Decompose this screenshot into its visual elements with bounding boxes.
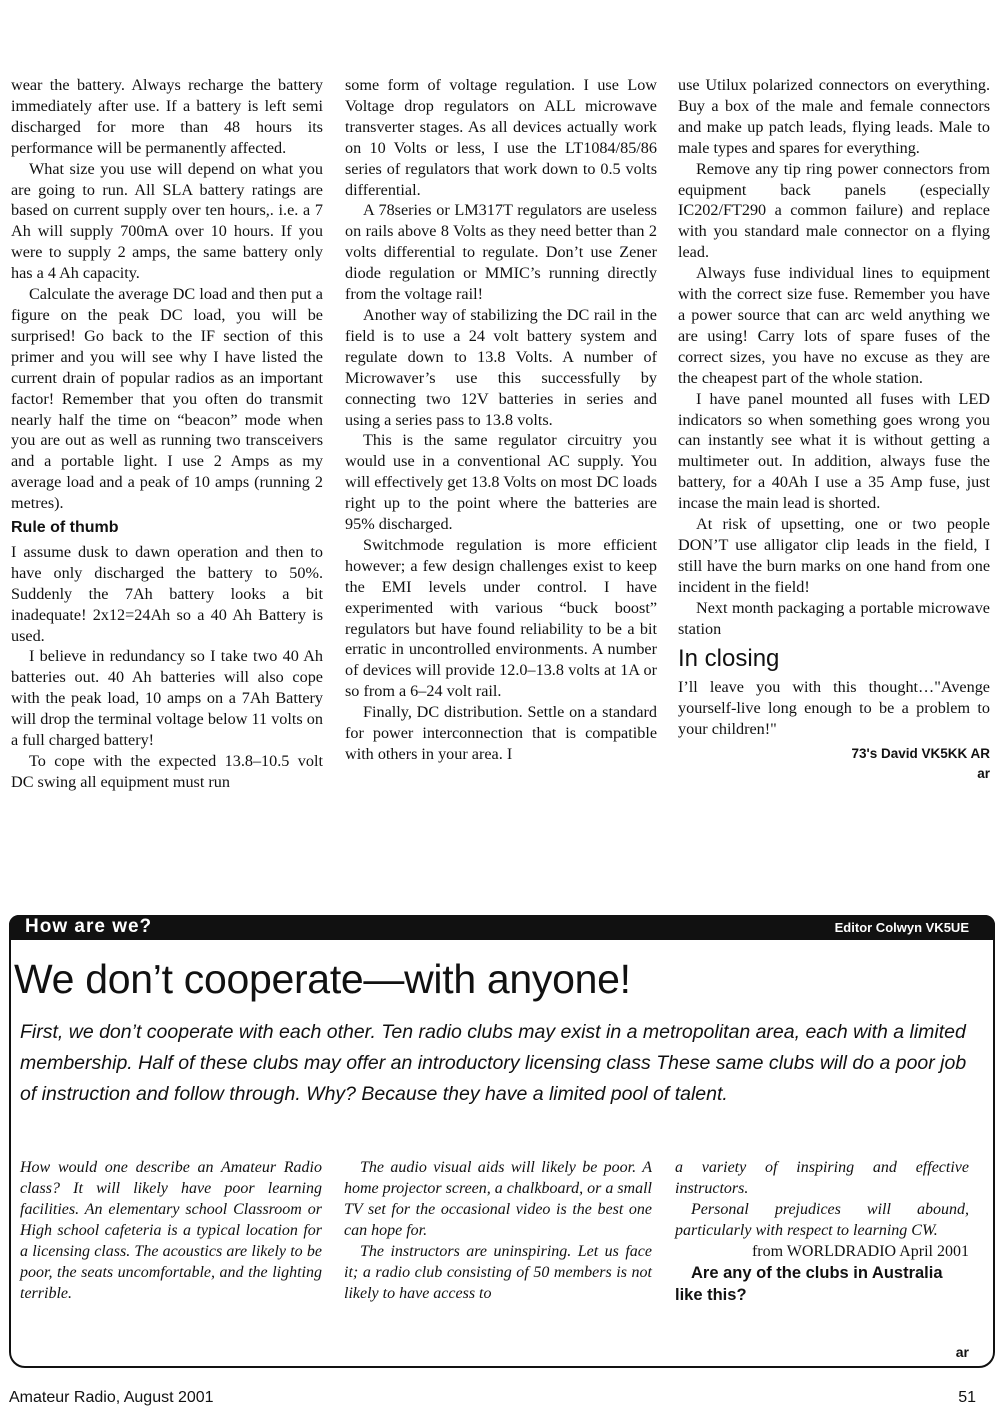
- paragraph: How would one describe an Amateur Radio class? It will likely have poor learning facilities. An elementary school Classroom or High school cafeteria is a typical location for a licensing class. The acoustics are likely to be poor, the seats uncomfortable, and the lighting terrible.: [20, 1159, 322, 1302]
- author-signature: 73's David VK5KK AR: [851, 746, 990, 762]
- paragraph: To cope with the expected 13.8–10.5 volt DC swing all equipment must run: [11, 752, 323, 791]
- page-number: 51: [958, 1389, 976, 1406]
- article-column-3: [678, 75, 990, 784]
- closing-question: Are any of the clubs in Australia like this?: [675, 1264, 943, 1304]
- publication-footer: Amateur Radio, August 2001: [9, 1389, 214, 1406]
- paragraph: At risk of upsetting, one or two people DON’T use alligator clip leads in the field, I still have the burn marks on one hand from one incident in the field!: [678, 515, 990, 596]
- paragraph: wear the battery. Always recharge the battery immediately after use. If a battery is left semi discharged for more than 48 hours its performance will be permanently affected.: [11, 76, 323, 157]
- paragraph: I assume dusk to dawn operation and then to have only discharged the battery to 50%. Suddenly the 7Ah battery looks a bit inadequate! 2x12=24Ah so a 40 Ah Battery is used.: [11, 542, 323, 645]
- editorial-column-3: [675, 1157, 969, 1306]
- paragraph: Personal prejudices will abound, particularly with respect to learning CW.: [675, 1201, 969, 1239]
- end-mark: ar: [977, 766, 990, 782]
- editorial-box: [9, 915, 995, 1368]
- paragraph: This is the same regulator circuitry you would use in a conventional AC supply. You will effectively get 13.8 Volts on most DC loads right up to the point where the batteries are 95% discharged.: [345, 431, 657, 534]
- closing-heading: In closing: [678, 645, 780, 673]
- paragraph: use Utilux polarized connectors on everything. Buy a box of the male and female connectors and make up patch leads, flying leads. Male to male types and spares for everything.: [678, 76, 990, 157]
- paragraph: Switchmode regulation is more efficient however; a few design challenges exist to keep the EMI levels under control. I have experimented with various “buck boost” regulators but have found reliability to be a bit erratic in uncontrolled environments. A number of devices will provide 12.0–13.8 volts at 1A or so from a 6–24 volt rail.: [345, 535, 657, 701]
- section-bar: [9, 915, 995, 940]
- paragraph: Finally, DC distribution. Settle on a standard for power interconnection that is compatible with others in your area. I: [345, 703, 657, 763]
- section-title: How are we?: [25, 916, 153, 937]
- paragraph: The audio visual aids will likely be poor. A home projector screen, a chalkboard, or a small TV set for the occasional video is the best one can hope for.: [344, 1159, 652, 1239]
- source-credit: from WORLDRADIO April 2001: [751, 1243, 969, 1260]
- paragraph: I believe in redundancy so I take two 40 Ah batteries out. 40 Ah batteries will also cope with the peak load, 10 amps on a 7Ah Battery will drop the terminal voltage below 11 volts on a full charged battery!: [11, 647, 323, 750]
- paragraph: Calculate the average DC load and then put a figure on the peak DC load, you will be surprised! Go back to the IF section of this primer and you will see why I have listed the current drain of popular radios as an important factor! Remember that you often do transmit nearly half the time on “beacon” mode when you are out as well as running two transceivers and a portable light. I use 2 Amps as my average load and a peak of 10 amps (running 2 metres).: [11, 285, 323, 513]
- paragraph: Remove any tip ring power connectors from equipment back panels (especially IC202/FT290 a common failure) and replace with you standard male connector on a flying lead.: [678, 159, 990, 262]
- paragraph: a variety of inspiring and effective instructors.: [675, 1159, 969, 1197]
- editor-credit: Editor Colwyn VK5UE: [834, 920, 969, 935]
- paragraph: Another way of stabilizing the DC rail in the field is to use a 24 volt battery system and regulate down to 13.8 Volts. A number of Microwaver’s use this successfully by connecting two 12V batteries in series and using a series pass to 13.8 volts.: [345, 305, 657, 429]
- closing-paragraph: I’ll leave you with this thought…"Avenge yourself-live long enough to be a problem to your children!": [678, 678, 990, 739]
- end-mark: ar: [955, 1344, 969, 1360]
- paragraph: What size you use will depend on what you are going to run. All SLA battery ratings are based on current supply over ten hours,. i.e. a 7 Ah will supply 700mA over 10 hours. If you were to supply 2 amps, the same battery only has a 4 Ah capacity.: [11, 159, 323, 283]
- paragraph: some form of voltage regulation. I use Low Voltage drop regulators on ALL microwave transverter stages. As all devices actually work on 10 Volts or less, I use the LT1084/85/86 series of regulators that work down to 0.5 volts differential.: [345, 76, 657, 199]
- standfirst: First, we don’t cooperate with each other. Ten radio clubs may exist in a metropolitan area, each with a limited membership. Half of these clubs may offer an introductory licensing class These same clubs will do a poor job of instruction and follow through. Why? Because they have a limited pool of talent.: [20, 1021, 967, 1105]
- paragraph: A 78series or LM317T regulators are useless on rails above 8 Volts as they need better than 2 volts differential to regulate. Don’t use Zener diode regulation or MMIC’s running directly from the voltage rail!: [345, 201, 657, 304]
- paragraph: Always fuse individual lines to equipment with the correct size fuse. Remember you have a power source that can arc weld anything we are using! Carry lots of spare fuses of the correct sizes, you have no excuse as they are the cheapest part of the whole station.: [678, 264, 990, 387]
- article-column-2: [345, 75, 657, 765]
- headline: We don’t cooperate—with anyone!: [14, 956, 631, 1002]
- editorial-column-2: [344, 1157, 652, 1304]
- article-column-1: [11, 75, 323, 793]
- paragraph: I have panel mounted all fuses with LED indicators so when something goes wrong you can instantly see what it is without getting a multimeter out. In addition, always fuse the battery, for a 40Ah I use a 35 Amp fuse, just incase the main lead is shorted.: [678, 389, 990, 513]
- paragraph: The instructors are uninspiring. Let us face it; a radio club consisting of 50 members is not likely to have access to: [344, 1243, 652, 1302]
- editorial-column-1: [20, 1157, 322, 1304]
- section-heading: Rule of thumb: [11, 519, 119, 537]
- paragraph: Next month packaging a portable microwave station: [678, 598, 990, 638]
